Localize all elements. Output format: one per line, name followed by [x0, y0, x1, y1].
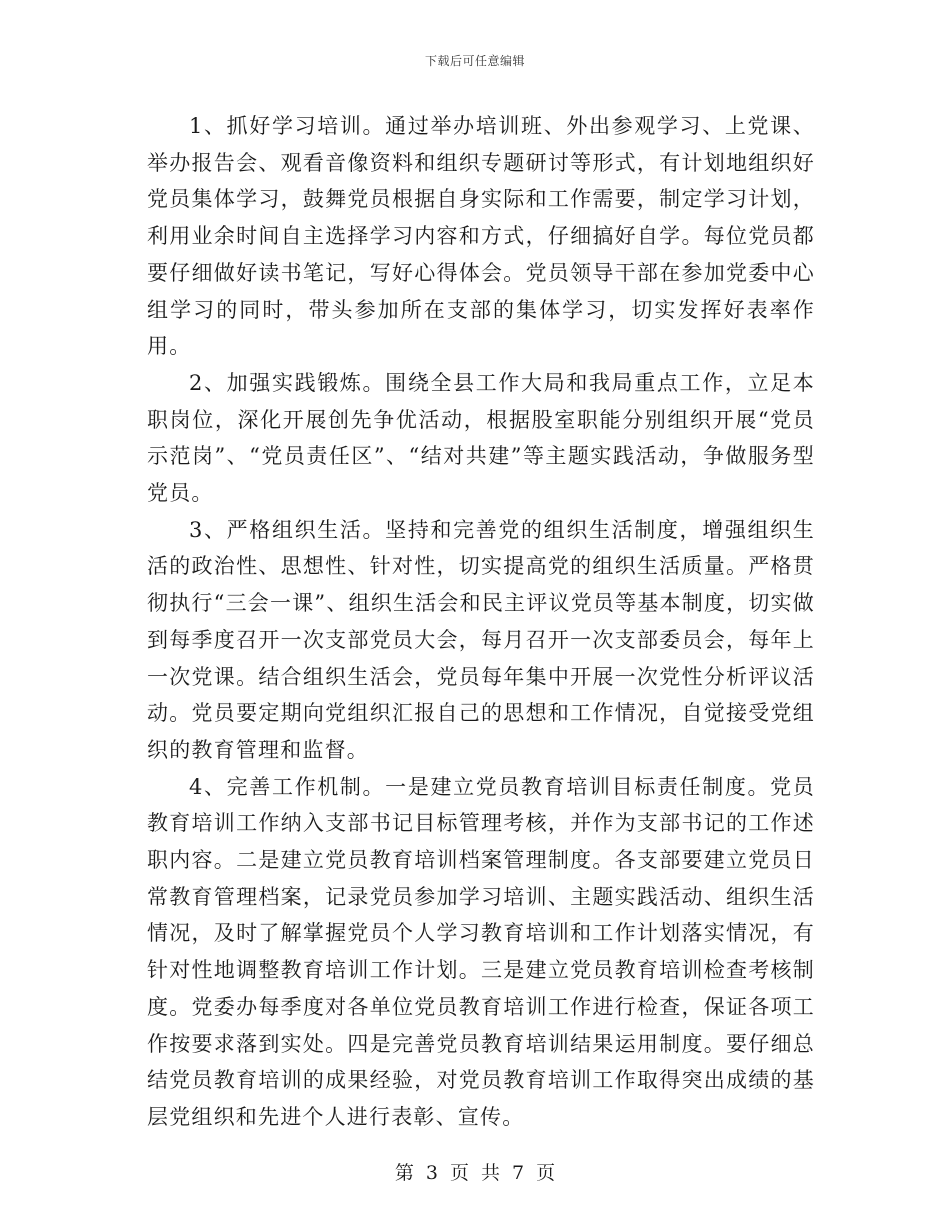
page-number-label: 第 3 页 共 7 页 — [394, 1162, 556, 1184]
paragraph-work-mechanism: 4、完善工作机制。一是建立党员教育培训目标责任制度。党员教育培训工作纳入支部书记目标管理考核，并作为支部书记的工作述职内容。二是建立党员教育培训档案管理制度。各支部要建立党员日常教育管理档案，记录党员参加学习培训、主题实践活动、组织生活情况，及时了解掌握党员个人学习教育培训和工作计划落实情况，有针对性地调整教育培训工作计划。三是建立党员教育培训检查考核制度。党委办每季度对各单位党员教育培训工作进行检查，保证各项工作按要求落到实处。四是完善党员教育培训结果运用制度。要仔细总结党员教育培训的成果经验，对党员教育培训工作取得突出成绩的基层党组织和先进个人进行表彰、宣传。 — [147, 774, 815, 1129]
paragraph-practice: 2、加强实践锻炼。围绕全县工作大局和我局重点工作，立足本职岗位，深化开展创先争优活动，根据股室职能分别组织开展“党员示范岗”、“党员责任区”、“结对共建”等主题实践活动，争做服务型党员。 — [147, 370, 815, 506]
header-note: 下载后可任意编辑 — [424, 54, 525, 68]
page-number-footer — [0, 1158, 950, 1185]
paragraph-organizational-life: 3、严格组织生活。坚持和完善党的组织生活制度，增强组织生活的政治性、思想性、针对性，切实提高党的组织生活质量。严格贯彻执行“三会一课”、组织生活会和民主评议党员等基本制度，切实做到每季度召开一次支部党员大会，每月召开一次支部委员会，每年上一次党课。结合组织生活会，党员每年集中开展一次党性分析评议活动。党员要定期向党组织汇报自己的思想和工作情况，自觉接受党组织的教育管理和监督。 — [147, 517, 815, 762]
paragraph-study-training: 1、抓好学习培训。通过举办培训班、外出参观学习、上党课、举办报告会、观看音像资料和组织专题研讨等形式，有计划地组织好党员集体学习，鼓舞党员根据自身实际和工作需要，制定学习计划，利用业余时间自主选择学习内容和方式，仔细搞好自学。每位党员都要仔细做好读书笔记，写好心得体会。党员领导干部在参加党委中心组学习的同时，带头参加所在支部的集体学习，切实发挥好表率作用。 — [147, 114, 815, 359]
document-body — [147, 108, 815, 1136]
